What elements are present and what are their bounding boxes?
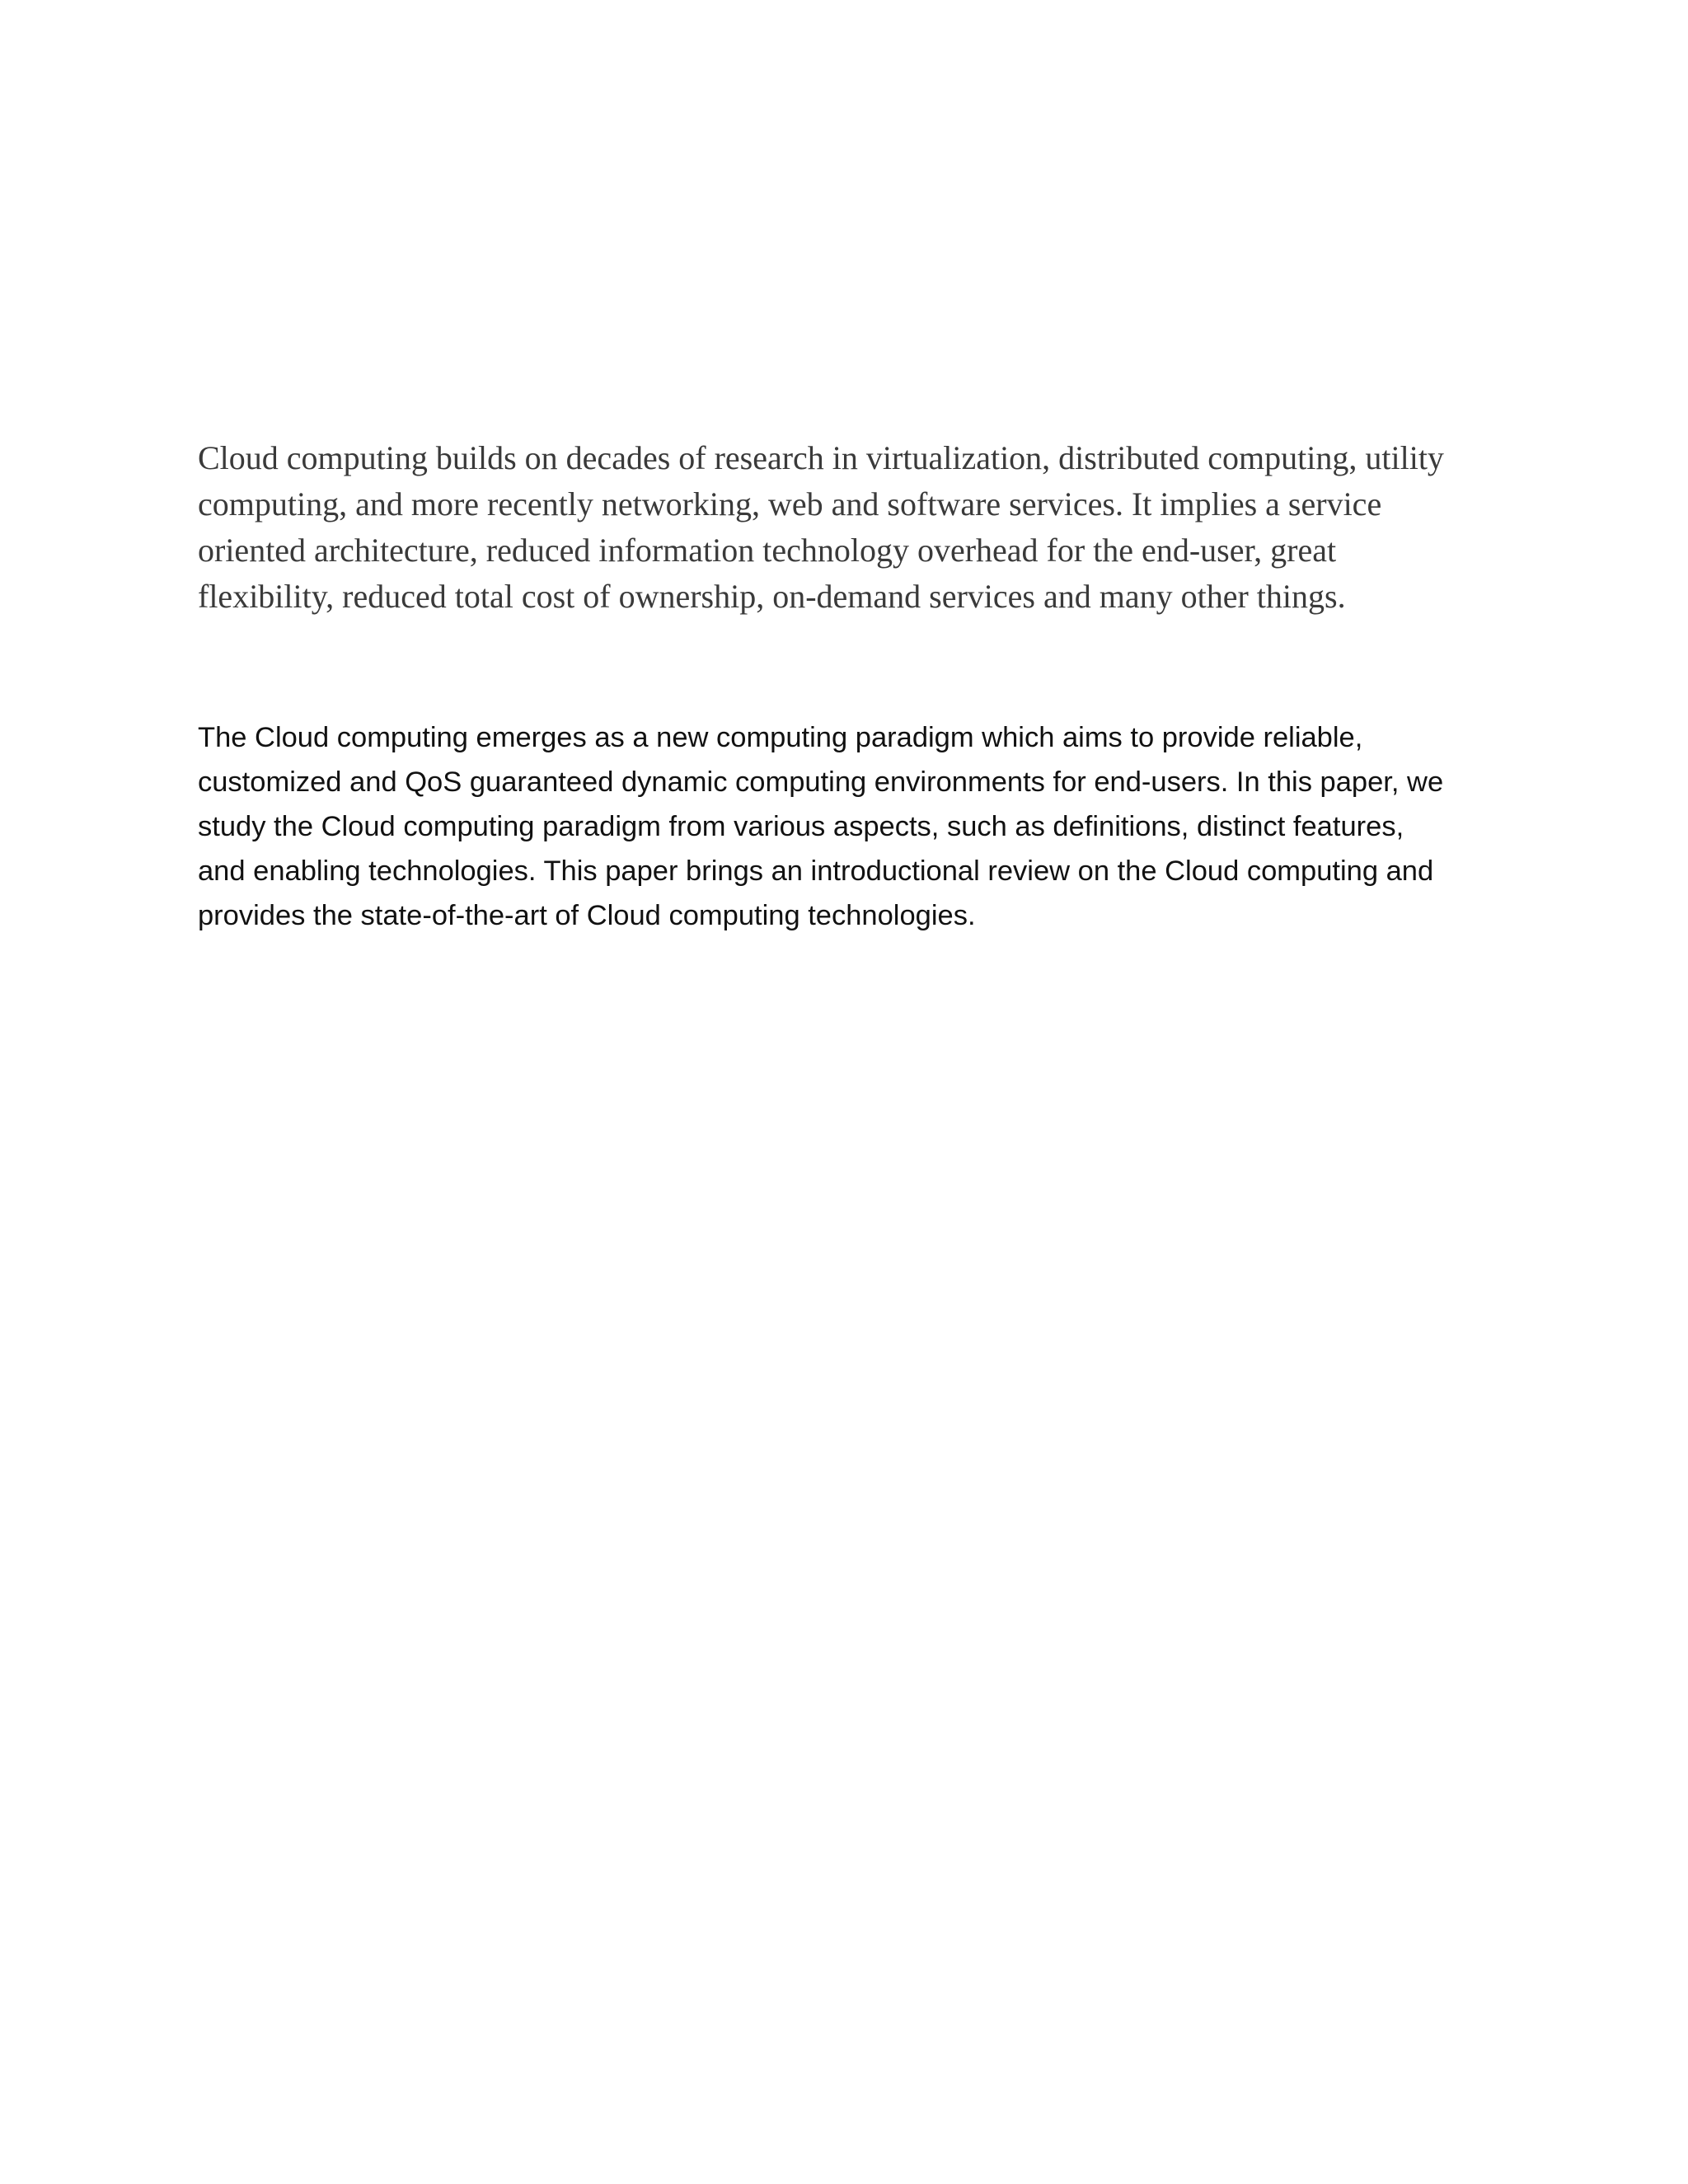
paragraph-cloud-overview	[198, 435, 1500, 620]
paragraph-line: provides the state-of-the-art of Cloud computing technologies.	[198, 900, 976, 931]
paragraph-line: Cloud computing builds on decades of research in virtualization, distributed computing, utility	[198, 439, 1444, 476]
paragraph-line: computing, and more recently networking, web and software services. It implies a service	[198, 485, 1382, 523]
paragraph-line: The Cloud computing emerges as a new computing paradigm which aims to provide reliable,	[198, 722, 1363, 753]
paragraph-line: study the Cloud computing paradigm from various aspects, such as definitions, distinct features,	[198, 811, 1404, 842]
paragraph-line: flexibility, reduced total cost of ownership, on-demand services and many other things.	[198, 578, 1346, 615]
paragraph-line: and enabling technologies. This paper brings an introductional review on the Cloud computing and	[198, 855, 1434, 887]
paragraph-abstract	[198, 715, 1500, 938]
paragraph-line: customized and QoS guaranteed dynamic computing environments for end-users. In this paper, we	[198, 766, 1444, 798]
paragraph-line: oriented architecture, reduced information technology overhead for the end-user, great	[198, 532, 1337, 569]
